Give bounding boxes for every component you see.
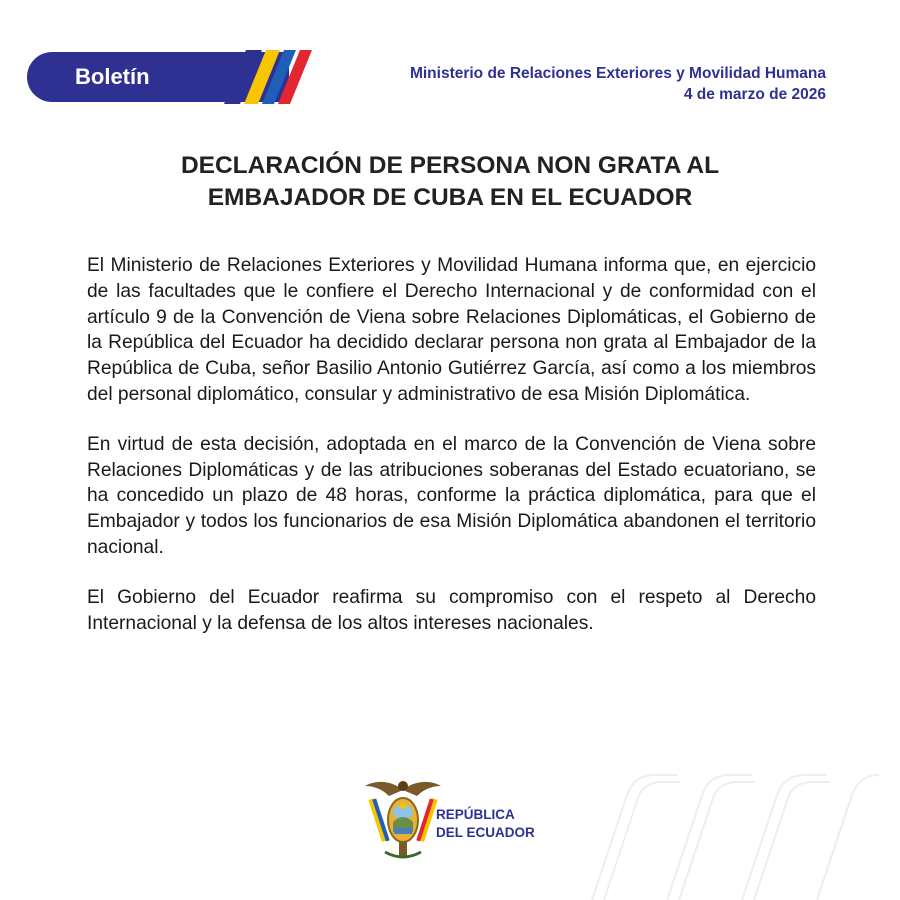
bulletin-label: Boletín: [75, 64, 150, 89]
paragraph-2: En virtud de esta decisión, adoptada en el marco de la Convención de Viena sobre Relaciones Diplomáticas y de las atribuciones soberanas del Estado ecuatoriano, se ha concedido un plazo de 48 horas, conforme la práctica diplomática, para que el Embajador y todos los funcionarios de esa Misión Diplomática abandonen el territorio nacional.: [87, 433, 816, 558]
republic-line-2: DEL ECUADOR: [436, 825, 535, 840]
ministry-name: Ministerio de Relaciones Exteriores y Movilidad Humana: [409, 65, 826, 82]
coat-of-arms-icon: [363, 776, 443, 864]
bulletin-body: [87, 253, 816, 660]
title-line-2: EMBAJADOR DE CUBA EN EL ECUADOR: [207, 184, 693, 211]
flag-stripes-icon: [238, 50, 318, 104]
bulletin-date: 4 de marzo de 2026: [683, 86, 826, 103]
republic-logo-text: [436, 806, 535, 842]
paragraph-1: El Ministerio de Relaciones Exteriores y Movilidad Humana informa que, en ejercicio de las facultades que le confiere el Derecho Internacional y de conformidad con el artículo 9 de la Convención de Viena sobre Relaciones Diplomáticas, el Gobierno de la República del Ecuador ha decidido declarar persona non grata al Embajador de la República de Cuba, señor Basilio Antonio Gutiérrez García, así como a los miembros del personal diplomático, consular y administrativo de esa Misión Diplomática.: [87, 255, 816, 405]
title-line-1: DECLARACIÓN DE PERSONA NON GRATA AL: [180, 152, 720, 179]
decorative-stripes: [582, 770, 882, 900]
republic-line-1: REPÚBLICA: [436, 807, 515, 822]
page-title: [0, 150, 900, 214]
ministry-header: [410, 63, 826, 105]
paragraph-3: El Gobierno del Ecuador reafirma su compromiso con el respeto al Derecho Internacional y la defensa de los altos intereses nacionales.: [87, 586, 816, 634]
